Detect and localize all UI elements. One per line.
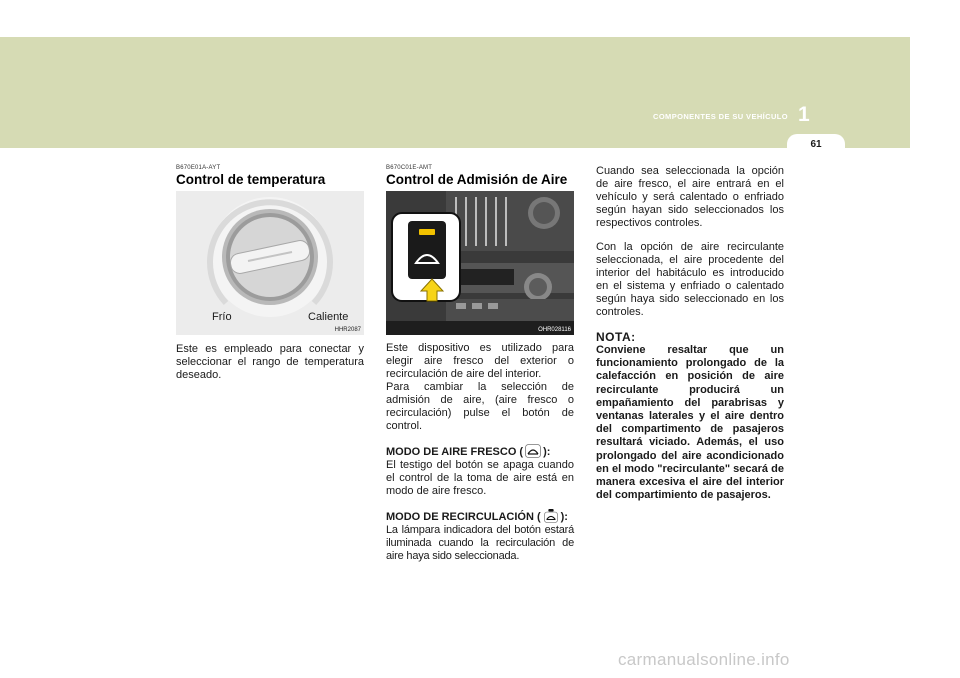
fresh-mode-title-end: ): xyxy=(543,446,551,458)
chapter-title: COMPONENTES DE SU VEHÍCULO xyxy=(653,112,788,121)
note-label: NOTA: xyxy=(596,330,636,344)
air-intake-notes xyxy=(596,165,784,502)
fresh-mode-text: El testigo del botón se apaga cuando el control de la toma de aire está en modo de aire fresco. xyxy=(386,459,574,497)
air-intake-description: Este dispositivo es utilizado para elegir aire fresco del exterior o recirculación de aire del interior. xyxy=(386,342,574,380)
air-intake-section xyxy=(386,165,574,563)
section-title: Control de Admisión de Aire xyxy=(386,172,568,187)
temperature-description: Este es empleado para conectar y seleccionar el rango de temperatura deseado. xyxy=(176,343,364,381)
dashboard-illustration xyxy=(386,191,574,335)
figure-code: HHR2087 xyxy=(334,327,361,333)
header-band xyxy=(0,37,910,148)
temperature-knob-figure xyxy=(176,191,364,335)
cold-label: Frío xyxy=(212,311,232,323)
hot-label: Caliente xyxy=(308,311,349,323)
note-text: Conviene resaltar que un funcionamiento prolongado de la calefacción en posición de aire recirculante producirá un empañamiento del parabrisas y ventanas laterales y el aire dentro del compartimento de pasajeros resultará viciado. Además, el uso prolongado del aire acondicionado en el modo "recirculante" secará de manera excesiva el aire del interior del compartimiento de pasajeros. xyxy=(596,344,784,502)
air-intake-description-2: Para cambiar la selección de admisión de aire, (aire fresco o recirculación) pulse el botón de control. xyxy=(386,381,574,432)
section-code: B670E01A-AYT xyxy=(176,165,221,171)
chapter-number: 1 xyxy=(798,103,810,126)
page-number: 61 xyxy=(810,139,822,150)
fresh-air-icon xyxy=(525,444,541,458)
fresh-mode-block xyxy=(386,444,574,498)
temperature-section xyxy=(176,165,364,382)
recirculation-icon xyxy=(543,509,559,523)
recirc-mode-text: La lámpara indicadora del botón estará iluminada cuando la recirculación de aire haya sido seleccionada. xyxy=(386,524,574,562)
section-code: B670C01E-AMT xyxy=(386,165,433,171)
fresh-air-explanation: Cuando sea seleccionada la opción de aire fresco, el aire entrará en el vehículo y será calentado o enfriado según hayan sido seleccionados los respectivos controles. xyxy=(596,165,784,229)
recirc-mode-block xyxy=(386,509,574,563)
watermark: carmanualsonline.info xyxy=(618,650,790,669)
figure-code: OHR028116 xyxy=(538,327,571,333)
recirc-mode-title-end: ): xyxy=(560,511,568,523)
fresh-mode-title: MODO DE AIRE FRESCO ( xyxy=(386,446,524,458)
recirculation-explanation: Con la opción de aire recirculante seleccionada, el aire procedente del interior del habitáculo es introducido en el sistema y enfriado o calentado según haya sido seleccionado en los controles. xyxy=(596,241,784,318)
recirc-mode-title: MODO DE RECIRCULACIÓN ( xyxy=(386,511,541,523)
air-intake-photo xyxy=(386,191,574,335)
section-title: Control de temperatura xyxy=(176,172,326,187)
